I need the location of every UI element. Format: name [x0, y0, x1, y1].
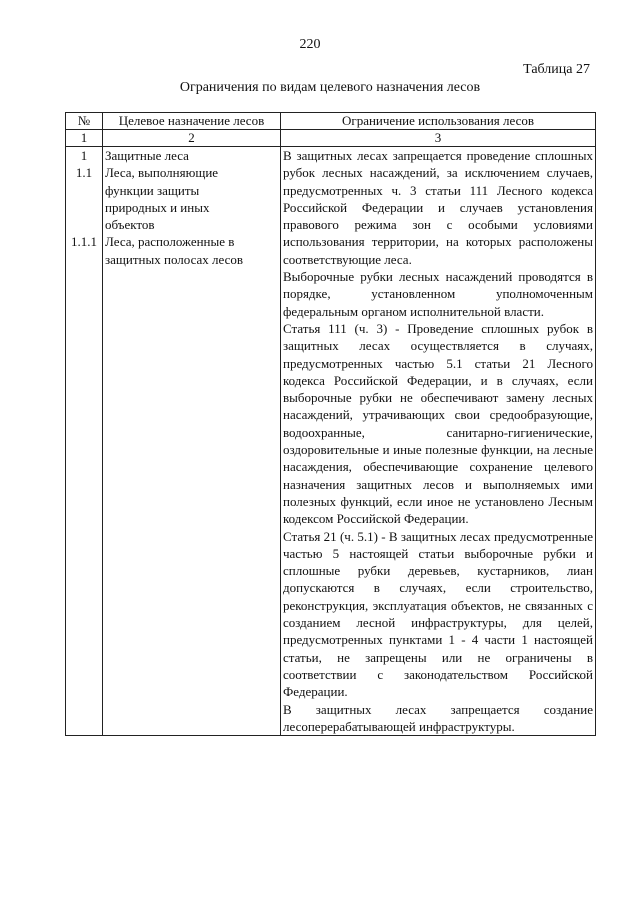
purpose-text: Защитные леса	[105, 148, 189, 163]
table-header-row	[66, 113, 596, 130]
restrictions-table	[65, 112, 596, 736]
table-row	[66, 147, 596, 736]
restriction-paragraph: Статья 21 (ч. 5.1) - В защитных лесах предусмотренные частью 5 настоящей статьи выборочные рубки и сплошные рубки деревьев, кустарников, лиан допускаются в случаях, если строительство, реконструкция, эксплуатация объектов, не связанных с созданием лесной инфраструктуры, для целей, предусмотренных пунктами 1 - 4 части 1 настоящей статьи, не запрещены или не ограничены в соответствии с законодательством Российской Федерации.	[283, 528, 593, 700]
row-number: 1	[80, 148, 88, 163]
column-number-2: 2	[103, 130, 281, 147]
document-title: Ограничения по видам целевого назначения лесов	[179, 80, 481, 95]
row-numbers-cell	[66, 147, 103, 736]
table-label: Таблица 27	[523, 62, 590, 77]
restriction-paragraph: В защитных лесах запрещается проведение сплошных рубок лесных насаждений, за исключением случаев, предусмотренных ч. 3 статьи 111 Лесного кодекса Российской Федерации и случаев установления правового режима зон с особыми условиями использования территории, на которых расположены соответствующие леса.	[283, 148, 593, 267]
restriction-paragraph: В защитных лесах запрещается создание лесоперерабатывающей инфраструктуры.	[283, 701, 593, 734]
purpose-cell	[103, 147, 281, 736]
row-number: 1.1.1	[71, 234, 97, 250]
restriction-cell	[281, 147, 596, 736]
header-purpose: Целевое назначение лесов	[103, 113, 281, 130]
column-number-1: 1	[66, 130, 103, 147]
row-number: 1.1	[75, 165, 93, 181]
header-restriction: Ограничение использования лесов	[281, 113, 596, 130]
column-number-3: 3	[281, 130, 596, 147]
column-number-row	[66, 130, 596, 147]
header-number: №	[66, 113, 103, 130]
purpose-text: Леса, выполняющие функции защиты природных и иных объектов	[105, 165, 219, 233]
purpose-text: Леса, расположенные в защитных полосах лесов	[105, 234, 244, 267]
restriction-paragraph: Статья 111 (ч. 3) - Проведение сплошных рубок в защитных лесах осуществляется в случаях, предусмотренных частью 5.1 статьи 21 Лесного кодекса Российской Федерации, и в случаях, если выборочные рубки не обеспечивают замену лесных насаждений, утрачивающих свои средообразующие, водоохранные, санитарно-гигиенические, оздоровительные и иные полезные функции, на лесные насаждения, обеспечивающие сохранение целевого назначения защитных лесов и выполняемых ими полезных функций, если иное не установлено Лесным кодексом Российской Федерации.	[283, 320, 593, 527]
page-number: 220	[299, 37, 321, 52]
restriction-paragraph: Выборочные рубки лесных насаждений проводятся в порядке, установленном уполномоченным федеральным органом исполнительной власти.	[283, 269, 593, 319]
